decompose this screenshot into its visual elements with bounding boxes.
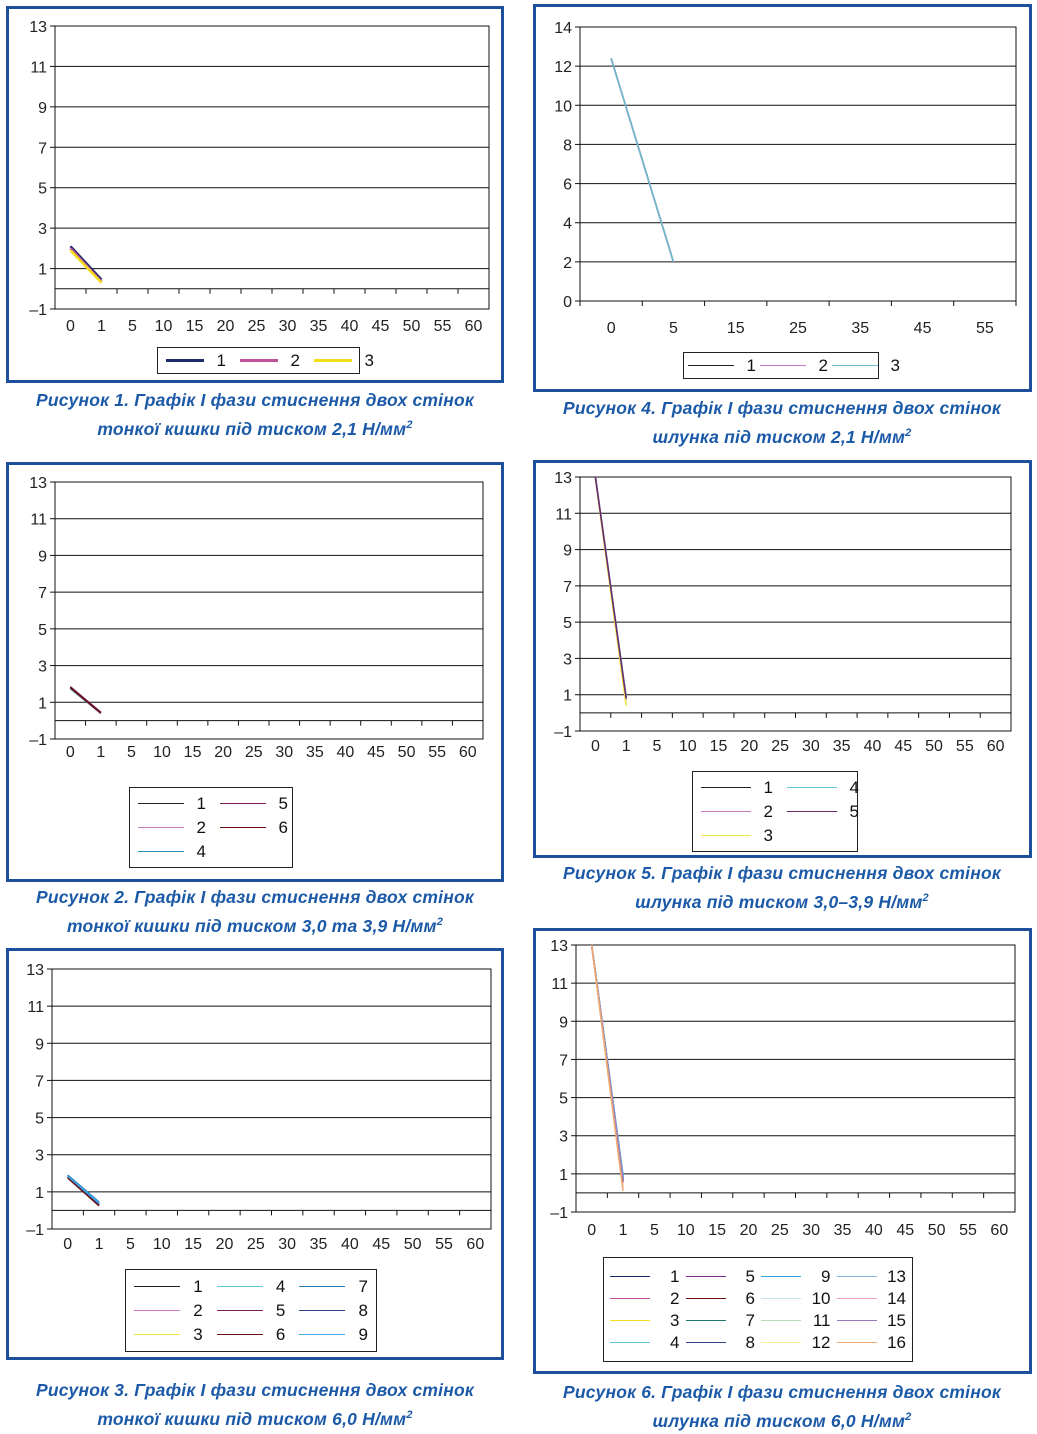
x-tick-label: 20 — [739, 1222, 758, 1239]
legend-item — [134, 1277, 203, 1297]
chart-panel-2 — [6, 462, 504, 882]
x-tick-label: 55 — [955, 738, 974, 755]
legend-swatch — [761, 1276, 801, 1277]
legend-swatch — [760, 365, 806, 366]
y-tick-label: 14 — [554, 20, 572, 37]
legend-item — [138, 794, 206, 814]
legend-label: 3 — [364, 350, 374, 370]
x-tick-label: 40 — [863, 738, 882, 755]
legend-swatch — [217, 1334, 263, 1335]
x-tick-label: 50 — [925, 738, 943, 755]
x-tick-label: 55 — [975, 320, 994, 337]
y-tick-label: 5 — [35, 1110, 44, 1128]
legend-item — [220, 818, 288, 838]
legend-swatch — [240, 359, 278, 362]
legend-swatch — [837, 1342, 877, 1343]
x-tick-label: 1 — [96, 744, 106, 761]
legend-item — [299, 1301, 368, 1321]
legend-item — [837, 1289, 907, 1309]
legend-item — [166, 351, 226, 371]
legend-label: 2 — [818, 355, 828, 375]
legend-label: 5 — [278, 793, 288, 813]
legend-item — [610, 1311, 680, 1331]
legend-item — [134, 1301, 203, 1321]
x-tick-label: 15 — [726, 320, 745, 337]
x-tick-label: 30 — [275, 744, 294, 761]
legend-label: 5 — [275, 1300, 286, 1320]
x-tick-label: 15 — [183, 744, 202, 761]
legend-swatch — [837, 1320, 877, 1321]
y-tick-label: 13 — [554, 470, 572, 487]
legend-swatch — [138, 803, 184, 804]
caption-4-line1: Рисунок 4. Графік І фази стиснення двох стінок — [563, 398, 1001, 418]
legend-item — [787, 802, 859, 822]
y-tick-label: 7 — [38, 585, 47, 603]
x-tick-label: 0 — [590, 738, 600, 755]
legend-item — [787, 778, 859, 798]
y-tick-label: 13 — [550, 938, 568, 955]
chart-panel-6 — [533, 928, 1032, 1374]
legend-item — [299, 1325, 368, 1345]
legend-label: 13 — [887, 1266, 906, 1286]
caption-3-line1: Рисунок 3. Графік І фази стиснення двох стінок — [36, 1380, 474, 1400]
legend-swatch — [837, 1298, 877, 1299]
x-tick-label: 50 — [402, 318, 421, 335]
legend-item — [138, 842, 206, 862]
legend-label: 4 — [670, 1332, 680, 1352]
legend-item — [610, 1333, 680, 1353]
x-tick-label: 5 — [126, 744, 136, 761]
plot-area — [580, 477, 1011, 731]
caption-1-line2: тонкої кишки під тиском 2,1 Н/мм — [97, 418, 407, 439]
y-tick-label: –1 — [26, 1222, 44, 1239]
legend-item — [686, 1267, 756, 1287]
legend-item — [837, 1267, 907, 1287]
legend-label: 6 — [275, 1324, 286, 1344]
x-tick-label: 30 — [802, 1222, 821, 1239]
y-tick-label: 7 — [35, 1073, 44, 1091]
legend-item — [761, 1289, 831, 1309]
y-tick-label: –1 — [554, 724, 572, 741]
legend-item — [610, 1289, 680, 1309]
legend-swatch — [166, 359, 204, 362]
y-tick-label: 7 — [38, 140, 47, 158]
legend-label: 16 — [887, 1332, 906, 1352]
x-tick-label: 35 — [833, 1222, 852, 1239]
legend-item — [220, 794, 288, 814]
x-tick-label: 45 — [367, 744, 385, 761]
x-tick-label: 35 — [305, 744, 324, 761]
legend-item — [217, 1301, 286, 1321]
legend-item — [760, 356, 828, 376]
caption-6-line2: шлунка під тиском 6,0 Н/мм — [652, 1410, 906, 1431]
legend-6 — [603, 1257, 913, 1362]
series-line-5 — [595, 477, 626, 698]
x-tick-label: 0 — [66, 318, 75, 335]
caption-2-sup: 2 — [436, 916, 444, 928]
x-tick-label: 20 — [740, 738, 759, 755]
y-tick-label: –1 — [29, 732, 47, 749]
caption-3-line2: тонкої кишки під тиском 6,0 Н/мм — [97, 1408, 407, 1429]
legend-item — [610, 1267, 680, 1287]
y-tick-label: 7 — [563, 578, 572, 596]
legend-swatch — [217, 1286, 263, 1287]
x-tick-label: 0 — [63, 1236, 73, 1253]
x-tick-label: 30 — [278, 318, 297, 335]
legend-label: 1 — [763, 777, 773, 797]
x-tick-label: 10 — [153, 744, 171, 761]
caption-2 — [0, 885, 510, 939]
x-tick-label: 5 — [652, 738, 662, 755]
y-tick-label: 7 — [559, 1052, 568, 1070]
legend-label: 5 — [745, 1266, 755, 1286]
x-tick-label: 20 — [216, 318, 235, 335]
legend-swatch — [837, 1276, 877, 1277]
legend-label: 10 — [811, 1288, 831, 1308]
legend-5 — [692, 771, 858, 852]
legend-item — [761, 1311, 831, 1331]
x-tick-label: 20 — [215, 1236, 234, 1253]
caption-5-line2: шлунка під тиском 3,0–3,9 Н/мм — [635, 891, 923, 912]
x-tick-label: 45 — [371, 318, 390, 335]
caption-4 — [527, 396, 1037, 450]
legend-swatch — [134, 1286, 180, 1287]
y-tick-label: 1 — [38, 261, 47, 279]
y-tick-label: 3 — [35, 1147, 44, 1165]
series-line-9 — [68, 1176, 99, 1203]
legend-item — [832, 356, 900, 376]
legend-item — [686, 1333, 756, 1353]
x-tick-label: 35 — [309, 318, 328, 335]
legend-item — [134, 1325, 203, 1345]
y-tick-label: 6 — [563, 176, 572, 194]
legend-label: 6 — [278, 817, 288, 837]
y-tick-label: 2 — [563, 254, 572, 272]
x-tick-label: 5 — [125, 1236, 135, 1253]
legend-swatch — [138, 827, 184, 828]
x-tick-label: 50 — [397, 744, 416, 761]
x-tick-label: 35 — [832, 738, 851, 755]
y-tick-label: 11 — [551, 976, 568, 994]
x-tick-label: 15 — [184, 1236, 203, 1253]
x-tick-label: 30 — [801, 738, 820, 755]
legend-swatch — [832, 365, 878, 366]
y-tick-label: 8 — [563, 137, 572, 155]
x-tick-label: 25 — [770, 1222, 789, 1239]
legend-label: 2 — [290, 350, 300, 370]
legend-label: 9 — [821, 1266, 831, 1286]
caption-1 — [0, 388, 510, 442]
y-tick-label: 1 — [35, 1184, 44, 1202]
y-tick-label: 3 — [38, 658, 47, 676]
y-tick-label: 9 — [35, 1036, 44, 1054]
legend-label: 4 — [275, 1276, 286, 1296]
legend-swatch — [686, 1342, 726, 1343]
x-tick-label: 40 — [336, 744, 355, 761]
x-tick-label: 50 — [927, 1222, 946, 1239]
caption-4-line2: шлунка під тиском 2,1 Н/мм — [652, 426, 906, 447]
x-tick-label: 1 — [94, 1236, 104, 1253]
x-tick-label: 15 — [709, 738, 728, 755]
legend-label: 2 — [763, 801, 773, 821]
legend-swatch — [761, 1320, 801, 1321]
legend-label: 4 — [196, 841, 206, 861]
legend-label: 3 — [193, 1324, 203, 1344]
y-tick-label: 9 — [38, 548, 47, 566]
legend-swatch — [701, 811, 751, 812]
series-line-16 — [592, 945, 623, 1191]
y-tick-label: 4 — [563, 215, 572, 233]
legend-label: 3 — [670, 1310, 680, 1330]
chart-svg-1 — [9, 9, 501, 380]
x-tick-label: 55 — [428, 744, 447, 761]
legend-item — [701, 778, 773, 798]
x-tick-label: 45 — [896, 1222, 915, 1239]
legend-label: 5 — [849, 801, 859, 821]
x-tick-label: 40 — [340, 1236, 359, 1253]
legend-swatch — [686, 1320, 726, 1321]
plot-area — [52, 969, 491, 1229]
legend-swatch — [299, 1310, 345, 1311]
x-tick-label: 60 — [986, 738, 1005, 755]
caption-6 — [527, 1380, 1037, 1434]
caption-5-line1: Рисунок 5. Графік І фази стиснення двох стінок — [563, 863, 1001, 883]
x-tick-label: 10 — [154, 318, 173, 335]
legend-label: 7 — [358, 1276, 368, 1296]
legend-label: 2 — [196, 817, 206, 837]
legend-label: 8 — [745, 1332, 755, 1352]
x-tick-label: 10 — [676, 1222, 695, 1239]
legend-item — [217, 1325, 286, 1345]
y-tick-label: –1 — [29, 302, 47, 319]
x-tick-label: 0 — [587, 1222, 597, 1239]
y-tick-label: 11 — [27, 999, 44, 1017]
y-tick-label: 3 — [563, 651, 572, 669]
plot-area — [55, 482, 483, 739]
legend-item — [686, 1311, 756, 1331]
series-line-1 — [71, 246, 102, 279]
x-tick-label: 45 — [894, 738, 913, 755]
legend-label: 3 — [890, 355, 900, 375]
x-tick-label: 45 — [913, 320, 932, 337]
y-tick-label: 11 — [30, 59, 47, 77]
y-tick-label: 9 — [38, 99, 47, 117]
legend-swatch — [761, 1342, 801, 1343]
caption-5 — [527, 861, 1037, 915]
plot-area — [580, 27, 1016, 301]
y-tick-label: 5 — [559, 1090, 568, 1108]
y-tick-label: 13 — [29, 19, 47, 36]
legend-item — [314, 351, 374, 371]
x-tick-label: 10 — [152, 1236, 171, 1253]
legend-item — [138, 818, 206, 838]
legend-swatch — [220, 827, 266, 828]
legend-label: 7 — [745, 1310, 755, 1330]
legend-label: 8 — [358, 1300, 368, 1320]
caption-2-line2: тонкої кишки під тиском 3,0 та 3,9 Н/мм — [66, 915, 437, 936]
legend-1 — [157, 347, 374, 374]
y-tick-label: 11 — [555, 506, 572, 524]
legend-swatch — [610, 1342, 650, 1343]
legend-swatch — [138, 851, 184, 852]
legend-label: 1 — [216, 350, 226, 370]
y-tick-label: 3 — [559, 1128, 568, 1146]
legend-label: 1 — [670, 1266, 680, 1286]
x-tick-label: 5 — [649, 1222, 659, 1239]
legend-label: 12 — [811, 1332, 831, 1352]
y-tick-label: 9 — [563, 542, 572, 560]
y-tick-label: 10 — [554, 98, 572, 116]
x-tick-label: 45 — [372, 1236, 391, 1253]
legend-swatch — [610, 1298, 650, 1299]
legend-label: 4 — [849, 777, 859, 797]
legend-swatch — [688, 365, 734, 366]
x-tick-label: 35 — [851, 320, 870, 337]
legend-swatch — [686, 1298, 726, 1299]
series-line-3 — [71, 250, 102, 282]
x-tick-label: 50 — [403, 1236, 422, 1253]
legend-item — [837, 1311, 907, 1331]
legend-label: 3 — [763, 825, 773, 845]
legend-swatch — [314, 359, 352, 362]
legend-item — [688, 356, 756, 376]
caption-1-line1: Рисунок 1. Графік І фази стиснення двох стінок — [36, 390, 474, 410]
legend-2 — [129, 787, 293, 868]
y-tick-label: –1 — [550, 1205, 568, 1222]
legend-label: 9 — [358, 1324, 368, 1344]
chart-panel-5 — [533, 460, 1032, 858]
y-tick-label: 1 — [38, 695, 47, 713]
caption-4-sup: 2 — [905, 427, 912, 439]
series-line-6 — [70, 688, 101, 714]
legend-swatch — [787, 787, 837, 788]
chart-svg-4 — [536, 7, 1029, 389]
x-tick-label: 20 — [214, 744, 233, 761]
x-tick-label: 40 — [340, 318, 359, 335]
x-tick-label: 0 — [606, 320, 616, 337]
x-tick-label: 60 — [458, 744, 477, 761]
x-tick-label: 5 — [128, 318, 137, 335]
x-tick-label: 60 — [464, 318, 483, 335]
y-tick-label: 3 — [38, 221, 47, 239]
legend-swatch — [686, 1276, 726, 1277]
y-tick-label: 11 — [30, 511, 47, 529]
y-tick-label: 1 — [559, 1166, 568, 1184]
y-tick-label: 9 — [559, 1014, 568, 1032]
legend-item — [761, 1267, 831, 1287]
chart-panel-1 — [6, 6, 504, 383]
y-tick-label: 13 — [26, 962, 44, 979]
legend-swatch — [217, 1310, 263, 1311]
legend-item — [701, 802, 773, 822]
legend-swatch — [610, 1276, 650, 1277]
legend-label: 2 — [193, 1300, 203, 1320]
legend-swatch — [220, 803, 266, 804]
legend-label: 1 — [746, 355, 756, 375]
legend-swatch — [299, 1286, 345, 1287]
legend-item — [240, 351, 300, 371]
legend-swatch — [299, 1334, 345, 1335]
caption-6-sup: 2 — [905, 1411, 912, 1423]
legend-item — [837, 1333, 907, 1353]
y-tick-label: 13 — [29, 475, 47, 492]
chart-panel-4 — [533, 4, 1032, 392]
chart-panel-3 — [6, 948, 504, 1360]
legend-label: 14 — [887, 1288, 906, 1308]
caption-3-sup: 2 — [406, 1409, 413, 1421]
legend-item — [701, 826, 773, 846]
x-tick-label: 15 — [185, 318, 204, 335]
legend-swatch — [701, 835, 751, 836]
x-tick-label: 0 — [65, 744, 75, 761]
y-tick-label: 1 — [563, 687, 572, 705]
x-tick-label: 60 — [466, 1236, 485, 1253]
y-tick-label: 0 — [563, 294, 572, 311]
legend-swatch — [761, 1298, 801, 1299]
x-tick-label: 15 — [708, 1222, 727, 1239]
x-tick-label: 5 — [668, 320, 678, 337]
x-tick-label: 55 — [959, 1222, 977, 1239]
y-tick-label: 5 — [38, 180, 47, 198]
x-tick-label: 25 — [247, 318, 266, 335]
x-tick-label: 30 — [278, 1236, 297, 1253]
y-tick-label: 5 — [563, 615, 572, 633]
legend-swatch — [787, 811, 837, 812]
legend-swatch — [610, 1320, 650, 1321]
plot-area — [55, 26, 489, 309]
legend-label: 2 — [670, 1288, 680, 1308]
x-tick-label: 25 — [244, 744, 263, 761]
x-tick-label: 25 — [771, 738, 790, 755]
x-tick-label: 55 — [435, 1236, 453, 1253]
x-tick-label: 40 — [864, 1222, 883, 1239]
x-tick-label: 1 — [97, 318, 106, 335]
caption-1-sup: 2 — [406, 419, 413, 431]
x-tick-label: 35 — [309, 1236, 328, 1253]
caption-2-line1: Рисунок 2. Графік І фази стиснення двох стінок — [36, 887, 474, 907]
legend-item — [299, 1277, 368, 1297]
x-tick-label: 60 — [990, 1222, 1009, 1239]
legend-swatch — [701, 787, 751, 788]
plot-area — [576, 945, 1015, 1212]
x-tick-label: 25 — [789, 320, 807, 337]
legend-3 — [125, 1269, 377, 1352]
legend-item — [686, 1289, 756, 1309]
legend-swatch — [134, 1334, 180, 1335]
caption-3 — [0, 1378, 510, 1432]
x-tick-label: 55 — [433, 318, 452, 335]
legend-label: 6 — [745, 1288, 755, 1308]
x-tick-label: 1 — [621, 738, 631, 755]
series-line-3 — [611, 58, 673, 262]
x-tick-label: 25 — [246, 1236, 265, 1253]
legend-swatch — [134, 1310, 180, 1311]
legend-item — [217, 1277, 286, 1297]
caption-5-sup: 2 — [922, 892, 929, 904]
legend-label: 15 — [887, 1310, 906, 1330]
legend-item — [761, 1333, 831, 1353]
y-tick-label: 5 — [38, 621, 47, 639]
legend-label: 1 — [193, 1276, 203, 1296]
legend-4 — [683, 352, 900, 379]
y-tick-label: 12 — [554, 59, 572, 77]
x-tick-label: 1 — [618, 1222, 628, 1239]
x-tick-label: 10 — [678, 738, 697, 755]
caption-6-line1: Рисунок 6. Графік І фази стиснення двох стінок — [563, 1382, 1001, 1402]
legend-label: 11 — [812, 1310, 831, 1330]
legend-label: 1 — [196, 793, 206, 813]
